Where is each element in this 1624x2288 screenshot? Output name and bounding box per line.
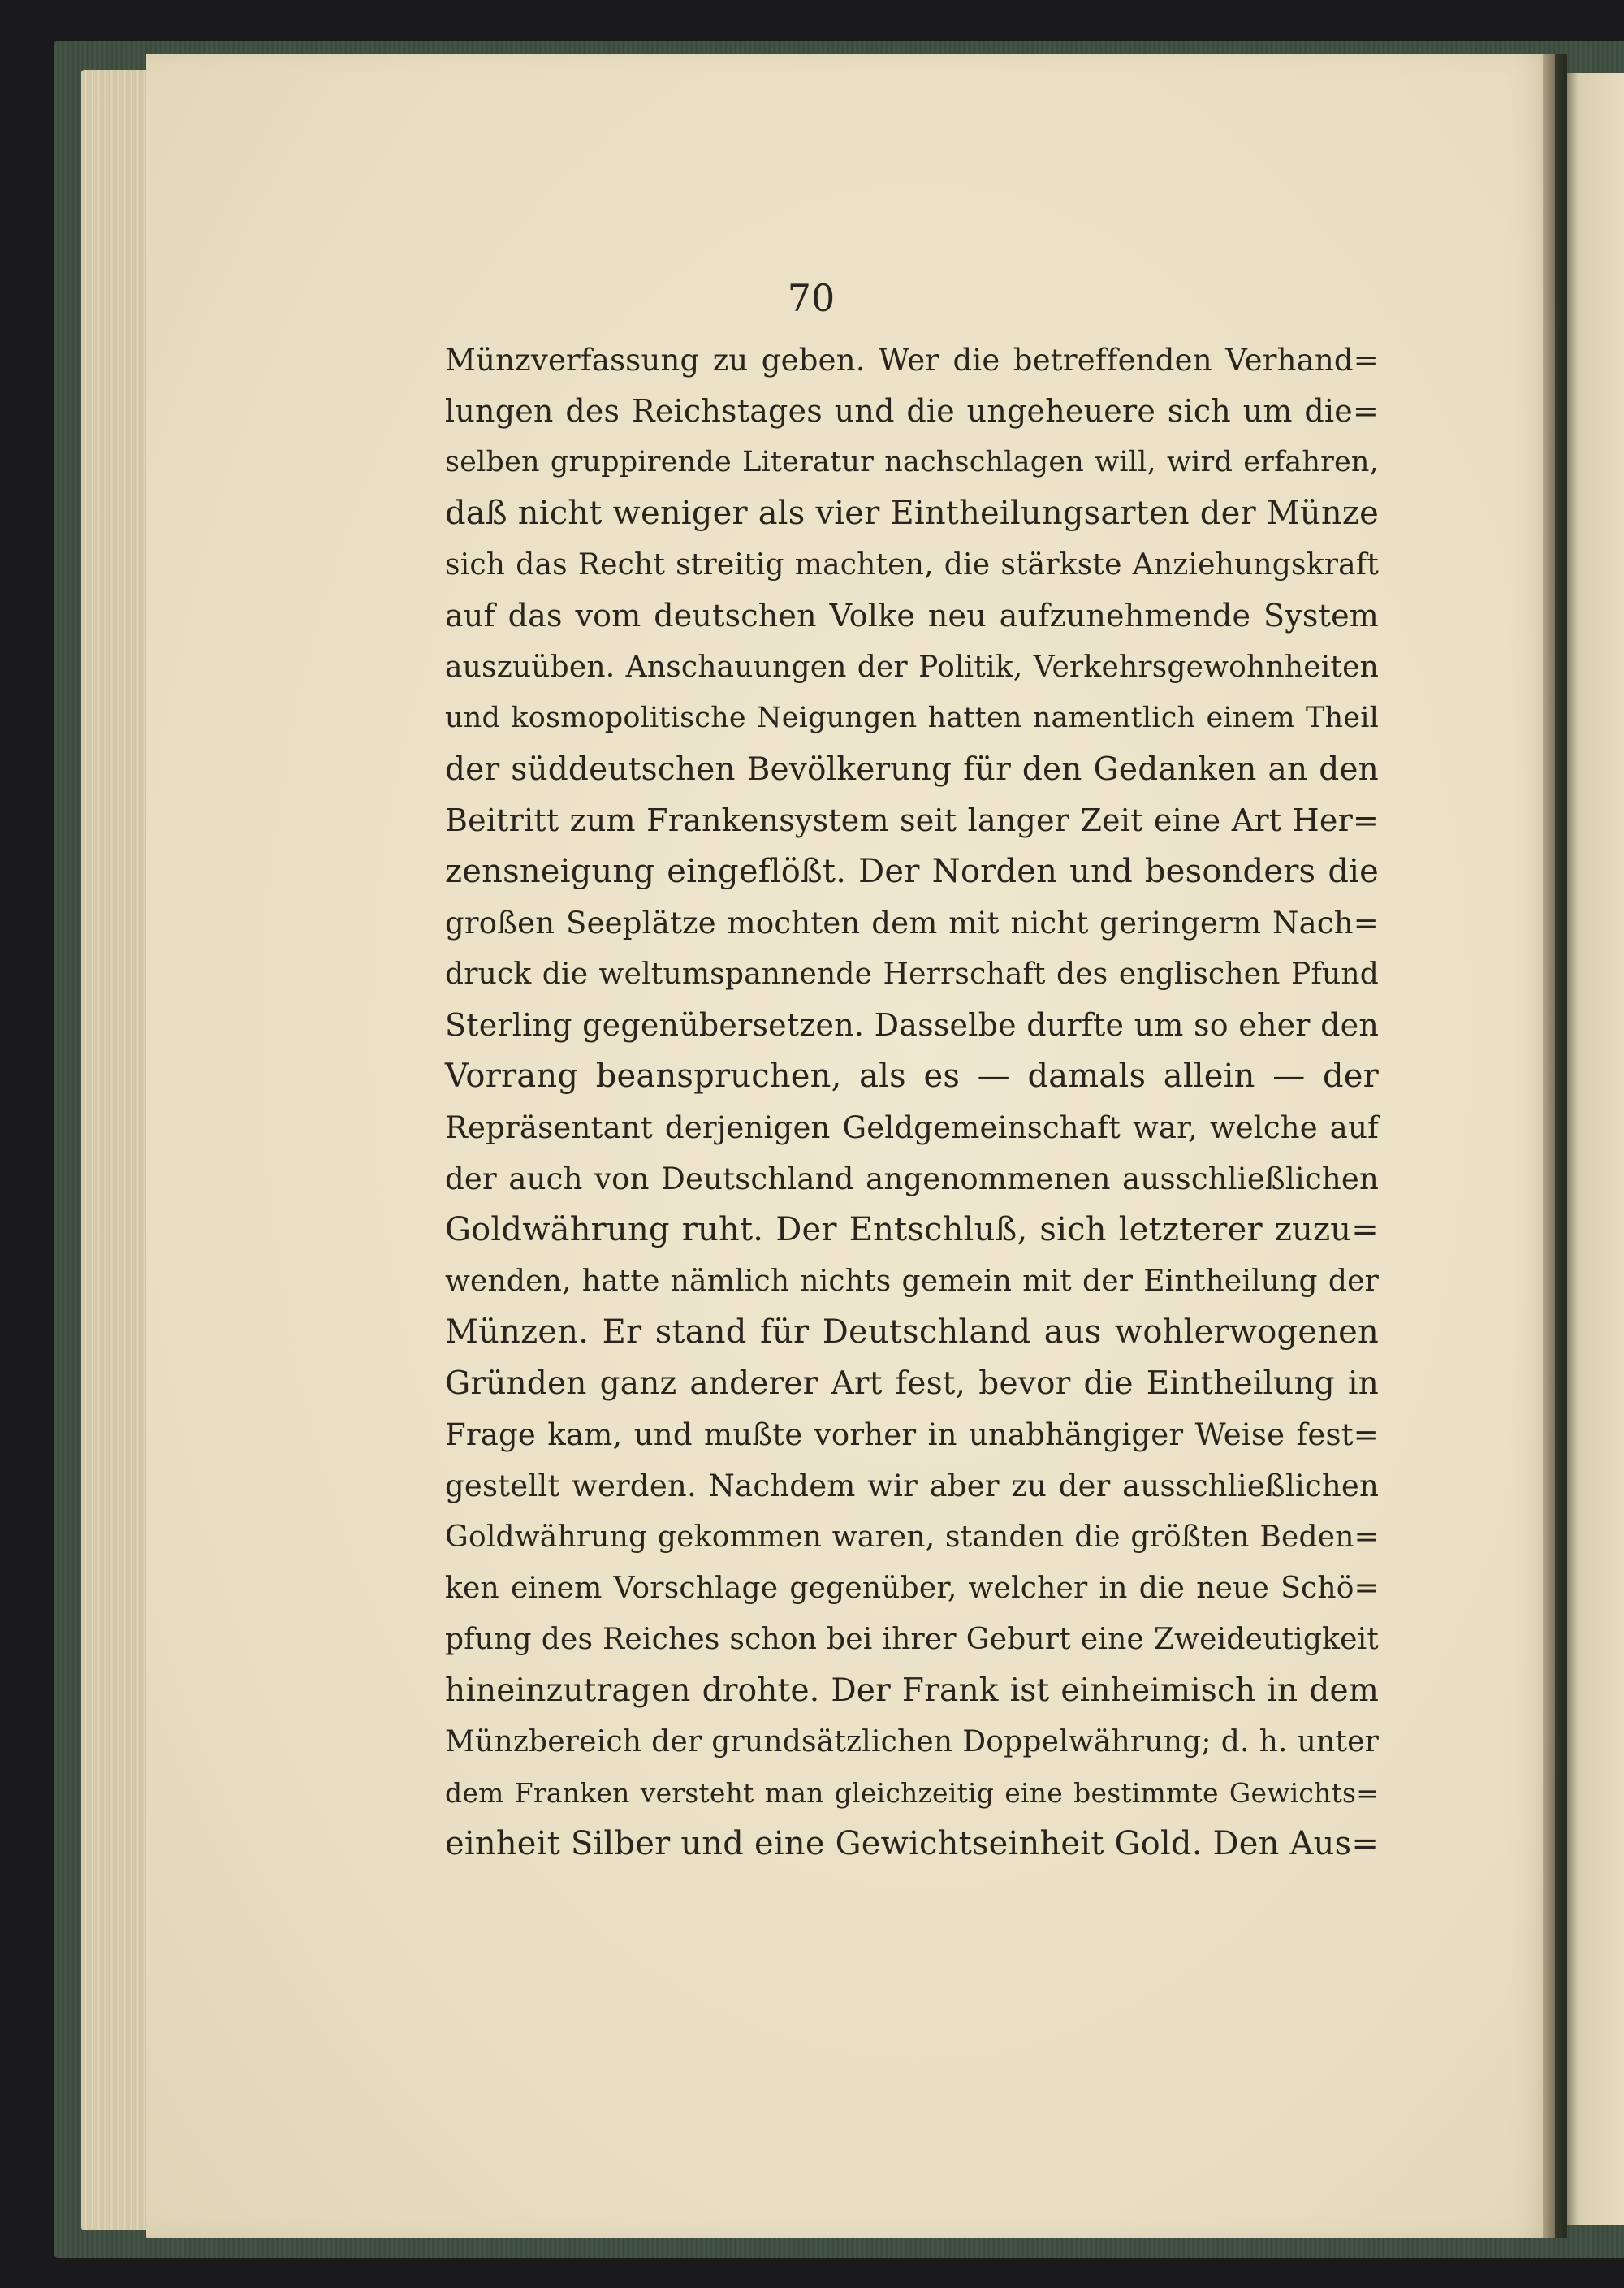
text-line: Gründen ganz anderer Art fest, bevor die Eintheilung in: [445, 1365, 1379, 1402]
text-line: lungen des Reichstages und die ungeheuere sich um die=: [445, 393, 1379, 429]
text-line: einheit Silber und eine Gewichtseinheit Gold. Den Aus=: [445, 1825, 1380, 1862]
text-line: auszuüben. Anschauungen der Politik, Verkehrsgewohnheiten: [445, 651, 1379, 684]
text-line: daß nicht weniger als vier Eintheilungsarten der Münze: [445, 495, 1379, 532]
text-line: Münzbereich der grundsätzlichen Doppelwährung; d. h. unter: [445, 1725, 1379, 1758]
text-line: Beitritt zum Frankensystem seit langer Zeit eine Art Her=: [445, 802, 1379, 838]
text-line: druck die weltumspannende Herrschaft des englischen Pfund: [445, 958, 1379, 991]
text-line: Repräsentant derjenigen Geldgemeinschaft war, welche auf: [445, 1110, 1379, 1145]
text-line: zensneigung eingeflößt. Der Norden und besonders die: [445, 853, 1379, 890]
text-line: pfung des Reiches schon bei ihrer Geburt eine Zweideutigkeit: [445, 1623, 1379, 1656]
text-line: der süddeutschen Bevölkerung für den Gedanken an den: [445, 751, 1379, 788]
facing-page: [1567, 73, 1624, 2225]
text-line: und kosmopolitische Neigungen hatten namentlich einem Theil: [445, 702, 1379, 734]
text-line: Goldwährung ruht. Der Entschluß, sich letzterer zuzu=: [445, 1211, 1379, 1248]
text-line: großen Seeplätze mochten dem mit nicht geringerm Nach=: [445, 906, 1379, 941]
text-line: hineinzutragen drohte. Der Frank ist einheimisch in dem: [445, 1672, 1379, 1709]
text-line: selben gruppirende Literatur nachschlagen will, wird erfahren,: [445, 446, 1379, 478]
text-line: der auch von Deutschland angenommenen ausschließlichen: [445, 1161, 1379, 1196]
text-line: dem Franken versteht man gleichzeitig eine bestimmte Gewichts=: [445, 1777, 1379, 1809]
text-line: sich das Recht streitig machten, die stärkste Anziehungskraft: [445, 548, 1379, 582]
page-gutter: [1543, 54, 1567, 2238]
text-line: Vorrang beanspruchen, als es — damals allein — der: [445, 1057, 1379, 1095]
text-line: wenden, hatte nämlich nichts gemein mit der Eintheilung der: [445, 1265, 1379, 1298]
page-number-text: 70: [787, 276, 836, 320]
text-line: gestellt werden. Nachdem wir aber zu der ausschließlichen: [445, 1468, 1379, 1503]
text-line: Frage kam, und mußte vorher in unabhängiger Weise fest=: [445, 1417, 1379, 1452]
text-line: ken einem Vorschlage gegenüber, welcher in die neue Schö=: [445, 1572, 1379, 1605]
page-number: [0, 276, 1426, 320]
body-text: [445, 335, 1379, 1870]
text-line: auf das vom deutschen Volke neu aufzunehmende System: [445, 598, 1379, 634]
text-line: Münzen. Er stand für Deutschland aus wohlerwogenen: [445, 1313, 1379, 1351]
text-line: Sterling gegenübersetzen. Dasselbe durfte um so eher den: [445, 1007, 1379, 1043]
text-line: Münzverfassung zu geben. Wer die betreffenden Verhand=: [445, 343, 1379, 378]
text-line: Goldwährung gekommen waren, standen die größten Beden=: [445, 1520, 1379, 1554]
page-edges: [81, 70, 154, 2230]
